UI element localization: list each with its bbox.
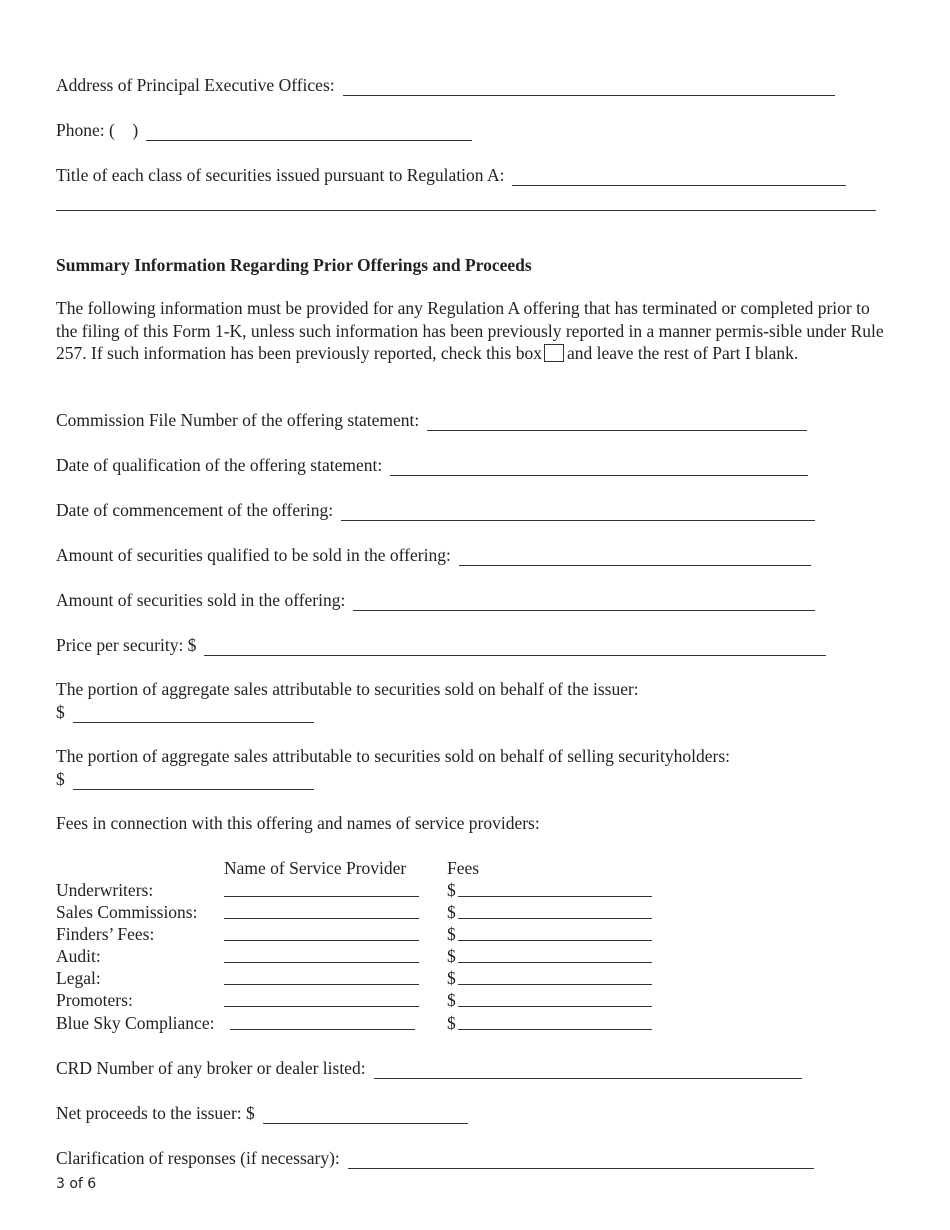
provider-name-input[interactable] — [230, 1012, 415, 1030]
provider-name-input[interactable] — [224, 923, 419, 941]
fees-intro-label: Fees in connection with this offering and names of service providers: — [56, 813, 540, 833]
issuer-portion-label: The portion of aggregate sales attributable to securities sold on behalf of the issuer: — [56, 679, 639, 699]
qualification-date-field — [56, 454, 808, 476]
commission-file-field — [56, 409, 807, 431]
securities-title-input[interactable] — [512, 168, 846, 186]
provider-column-header: Name of Service Provider — [224, 858, 407, 878]
crd-label: CRD Number of any broker or dealer listed: — [56, 1058, 366, 1078]
fees-column-header: Fees — [447, 858, 480, 878]
price-input[interactable] — [204, 638, 826, 656]
amount-sold-input[interactable] — [353, 593, 815, 611]
summary-heading: Summary Information Regarding Prior Offerings and Proceeds — [56, 255, 532, 275]
holders-portion-label-line — [56, 745, 730, 767]
issuer-portion-label-line — [56, 678, 639, 700]
provider-name-input[interactable] — [224, 967, 419, 985]
fee-row-audit — [56, 945, 706, 967]
fee-amount-input[interactable] — [458, 923, 652, 941]
fee-amount-input[interactable] — [458, 945, 652, 963]
price-field — [56, 634, 826, 656]
fee-row-underwriters — [56, 879, 706, 901]
securities-title-label: Title of each class of securities issued pursuant to Regulation A: — [56, 165, 505, 185]
fee-row-legal — [56, 967, 706, 989]
fee-dollar-sign: $ — [447, 990, 456, 1010]
fee-dollar-sign: $ — [447, 968, 456, 988]
address-field — [56, 74, 835, 96]
securities-title-continuation-line[interactable] — [56, 210, 876, 211]
fee-row-label: Finders’ Fees: — [56, 924, 155, 944]
phone-label: Phone: ( ) — [56, 120, 139, 140]
fee-row-label: Blue Sky Compliance: — [56, 1013, 215, 1033]
qualification-date-label: Date of qualification of the offering statement: — [56, 455, 383, 475]
fee-row-sales-commissions — [56, 901, 706, 923]
securities-title-field — [56, 164, 846, 186]
provider-name-input[interactable] — [224, 901, 419, 919]
holders-portion-input[interactable] — [73, 772, 314, 790]
amount-qualified-label: Amount of securities qualified to be sold in the offering: — [56, 545, 451, 565]
amount-sold-label: Amount of securities sold in the offering: — [56, 590, 346, 610]
commission-file-label: Commission File Number of the offering statement: — [56, 410, 420, 430]
phone-input[interactable] — [146, 123, 472, 141]
fee-row-finders-fees — [56, 923, 706, 945]
fee-amount-input[interactable] — [458, 879, 652, 897]
address-label: Address of Principal Executive Offices: — [56, 75, 335, 95]
provider-name-input[interactable] — [224, 989, 419, 1007]
provider-name-input[interactable] — [224, 945, 419, 963]
amount-qualified-input[interactable] — [459, 548, 811, 566]
fee-row-label: Audit: — [56, 946, 101, 966]
page-number: 3 of 6 — [56, 1176, 97, 1192]
fee-dollar-sign: $ — [447, 1013, 456, 1033]
phone-field — [56, 119, 472, 141]
fee-dollar-sign: $ — [447, 902, 456, 922]
fee-row-label: Sales Commissions: — [56, 902, 198, 922]
fee-amount-input[interactable] — [458, 901, 652, 919]
fee-dollar-sign: $ — [447, 924, 456, 944]
clarification-label: Clarification of responses (if necessary): — [56, 1148, 340, 1168]
holders-portion-field — [56, 768, 314, 790]
fee-amount-input[interactable] — [458, 967, 652, 985]
provider-name-input[interactable] — [224, 879, 419, 897]
issuer-portion-field — [56, 701, 314, 723]
amount-qualified-field — [56, 544, 811, 566]
summary-instructions — [56, 297, 888, 365]
holders-portion-dollar: $ — [56, 769, 65, 789]
commencement-date-input[interactable] — [341, 503, 815, 521]
crd-input[interactable] — [374, 1061, 802, 1079]
fees-intro — [56, 812, 540, 834]
price-label: Price per security: $ — [56, 635, 197, 655]
fee-row-blue-sky — [56, 1012, 706, 1034]
fee-row-label: Promoters: — [56, 990, 133, 1010]
summary-intro-text-end: and leave the rest of Part I blank. — [566, 343, 799, 363]
issuer-portion-dollar: $ — [56, 702, 65, 722]
clarification-field — [56, 1147, 814, 1169]
fee-amount-input[interactable] — [458, 989, 652, 1007]
holders-portion-label: The portion of aggregate sales attributable to securities sold on behalf of selling securityholders: — [56, 746, 731, 766]
previously-reported-checkbox[interactable] — [544, 344, 564, 362]
fee-row-promoters — [56, 989, 706, 1011]
commencement-date-field — [56, 499, 815, 521]
issuer-portion-input[interactable] — [73, 705, 314, 723]
net-proceeds-input[interactable] — [263, 1106, 468, 1124]
net-proceeds-field — [56, 1102, 468, 1124]
commencement-date-label: Date of commencement of the offering: — [56, 500, 334, 520]
fee-row-label: Underwriters: — [56, 880, 154, 900]
fee-dollar-sign: $ — [447, 880, 456, 900]
clarification-input[interactable] — [348, 1151, 814, 1169]
crd-field — [56, 1057, 802, 1079]
fee-amount-input[interactable] — [458, 1012, 652, 1030]
fee-row-label: Legal: — [56, 968, 101, 988]
qualification-date-input[interactable] — [390, 458, 808, 476]
amount-sold-field — [56, 589, 815, 611]
summary-intro-text: The following information must be provided for any Regulation A offering that has terminated or completed prior to the filing of this Form 1-K, unless such information has been previously reported in a manner permis-sible under Rule 257. If such information has been previously reported, check this box — [56, 298, 884, 363]
commission-file-input[interactable] — [427, 413, 807, 431]
net-proceeds-label: Net proceeds to the issuer: $ — [56, 1103, 255, 1123]
fee-dollar-sign: $ — [447, 946, 456, 966]
address-input[interactable] — [343, 78, 835, 96]
